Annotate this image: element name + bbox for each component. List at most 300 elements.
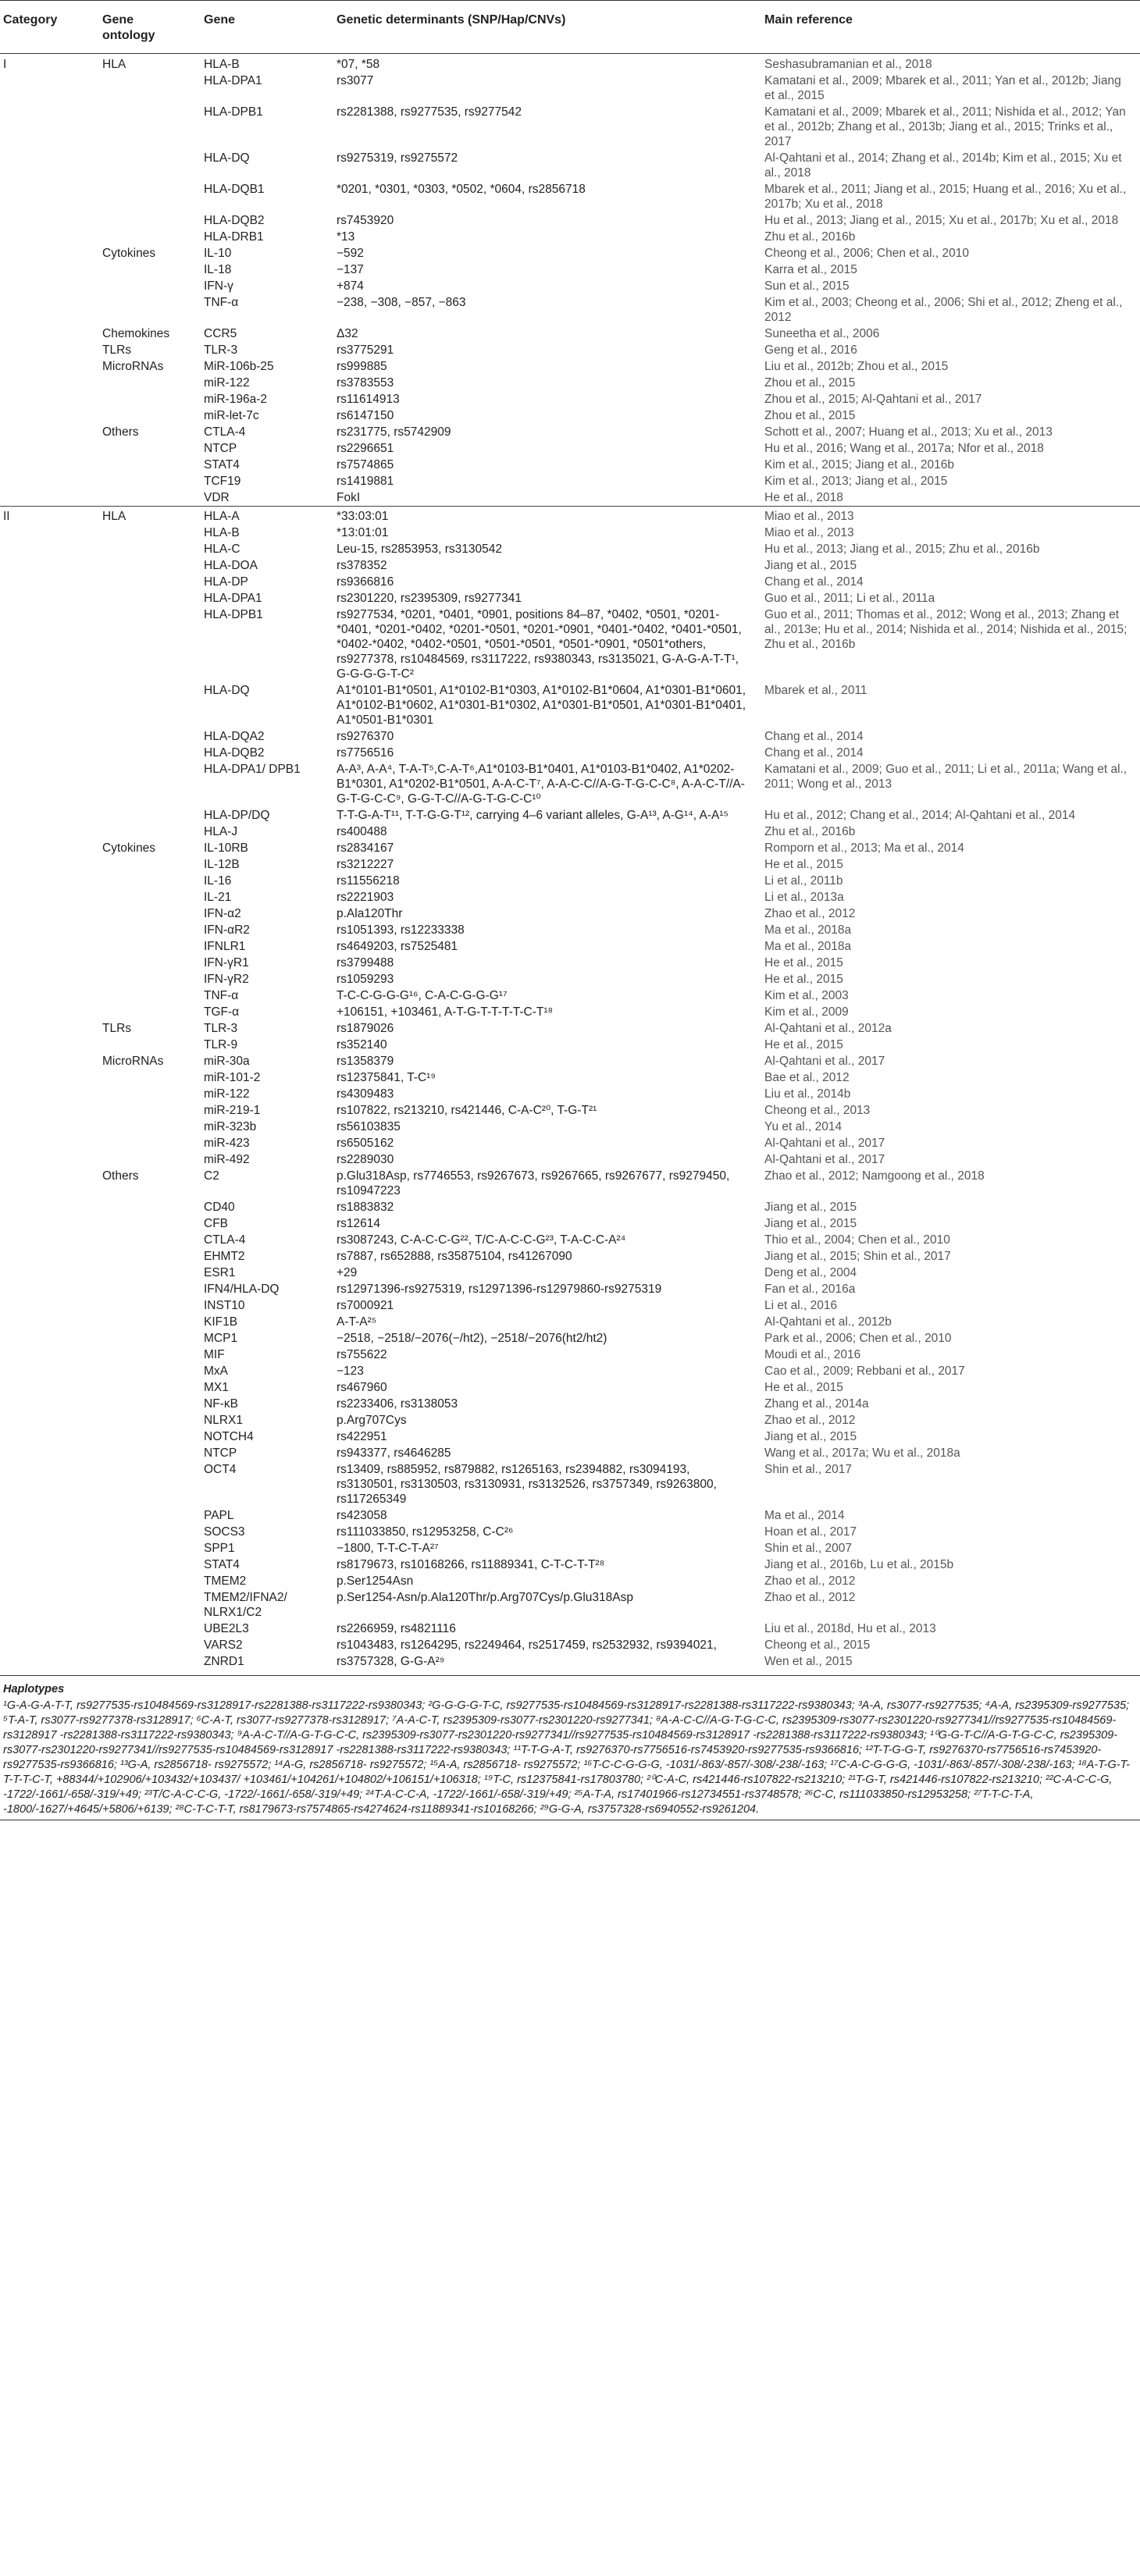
reference-cell: Zhou et al., 2015; Al-Qahtani et al., 2017 bbox=[764, 393, 982, 406]
reference-cell: Ma et al., 2018a bbox=[764, 940, 852, 953]
reference-cell: Hu et al., 2013; Jiang et al., 2015; Zhu et al., 2016b bbox=[764, 543, 1040, 556]
gene-ontology-cell bbox=[94, 938, 196, 955]
table-row bbox=[0, 922, 1140, 938]
category-cell bbox=[0, 245, 94, 262]
gene-cell: IFN-αR2 bbox=[204, 923, 250, 937]
table-row bbox=[0, 1507, 1140, 1524]
table-header-row bbox=[0, 1, 1140, 54]
reference-cell: Seshasubramanian et al., 2018 bbox=[764, 58, 932, 71]
category-cell bbox=[0, 375, 94, 391]
reference-cell: Fan et al., 2016a bbox=[764, 1283, 856, 1296]
determinants-cell: rs7756516 bbox=[337, 746, 394, 760]
gene-ontology-cell bbox=[94, 1297, 196, 1314]
determinants-cell: rs8179673, rs10168266, rs11889341, C-T-C-T-T²⁸ bbox=[337, 1558, 605, 1571]
gene-ontology-cell bbox=[94, 1507, 196, 1524]
category-cell bbox=[0, 1215, 94, 1232]
category-cell bbox=[0, 1086, 94, 1102]
table-row bbox=[0, 906, 1140, 922]
gene-ontology-cell bbox=[94, 1330, 196, 1347]
gene-ontology-cell: HLA bbox=[102, 58, 126, 71]
category-cell bbox=[0, 1445, 94, 1461]
reference-cell: Zhu et al., 2016b bbox=[764, 825, 856, 838]
gene-cell: NTCP bbox=[204, 442, 237, 455]
determinants-cell: T-C-C-G-G-G¹⁶, C-A-C-G-G-G¹⁷ bbox=[337, 989, 508, 1002]
gene-ontology-cell: TLRs bbox=[102, 343, 132, 357]
reference-cell: Cheong et al., 2013 bbox=[764, 1104, 871, 1117]
gene-ontology-cell bbox=[94, 682, 196, 728]
reference-cell: Mbarek et al., 2011; Jiang et al., 2015; Huang et al., 2016; Xu et al., 2017b; Xu et al., 2018 bbox=[764, 183, 1127, 211]
table-row bbox=[0, 1232, 1140, 1248]
table-row bbox=[0, 1248, 1140, 1265]
table-row bbox=[0, 889, 1140, 906]
gene-cell: HLA-B bbox=[204, 526, 240, 539]
category-cell bbox=[0, 987, 94, 1004]
determinants-cell: −2518, −2518/−2076(−/ht2), −2518/−2076(ht2/ht2) bbox=[337, 1332, 607, 1345]
determinants-cell: +29 bbox=[337, 1266, 358, 1279]
determinants-cell: rs9366816 bbox=[337, 575, 394, 589]
category-cell bbox=[0, 1037, 94, 1053]
reference-cell: Al-Qahtani et al., 2017 bbox=[764, 1153, 885, 1166]
reference-cell: Chang et al., 2014 bbox=[764, 575, 864, 589]
table-row bbox=[0, 1215, 1140, 1232]
gene-cell: IFN4/HLA-DQ bbox=[204, 1283, 280, 1296]
gene-ontology-cell bbox=[94, 1461, 196, 1507]
determinants-cell: p.Ser1254-Asn/p.Ala120Thr/p.Arg707Cys/p.Glu318Asp bbox=[337, 1591, 633, 1604]
reference-cell: Kim et al., 2015; Jiang et al., 2016b bbox=[764, 458, 954, 471]
reference-cell: Jiang et al., 2015; Shin et al., 2017 bbox=[764, 1250, 951, 1263]
category-cell bbox=[0, 212, 94, 229]
gene-cell: CTLA-4 bbox=[204, 1233, 246, 1247]
gene-ontology-cell bbox=[94, 922, 196, 938]
determinants-cell: *07, *58 bbox=[337, 58, 380, 71]
gene-cell: HLA-B bbox=[204, 58, 240, 71]
gene-ontology-cell bbox=[94, 1069, 196, 1086]
table-row bbox=[0, 507, 1140, 525]
determinants-cell: rs7887, rs652888, rs35875104, rs41267090 bbox=[337, 1250, 572, 1263]
gene-ontology-cell bbox=[94, 541, 196, 557]
gene-ontology-cell bbox=[94, 889, 196, 906]
category-cell bbox=[0, 181, 94, 212]
table-row bbox=[0, 1461, 1140, 1507]
gene-cell: TMEM2 bbox=[204, 1574, 247, 1588]
reference-cell: Li et al., 2016 bbox=[764, 1299, 838, 1312]
gene-cell: HLA-DPA1 bbox=[204, 74, 262, 87]
reference-cell: Chang et al., 2014 bbox=[764, 730, 864, 743]
gene-ontology-cell bbox=[94, 1589, 196, 1621]
reference-cell: Kim et al., 2003; Cheong et al., 2006; Shi et al., 2012; Zheng et al., 2012 bbox=[764, 296, 1123, 324]
determinants-cell: p.Arg707Cys bbox=[337, 1414, 407, 1427]
determinants-cell: rs467960 bbox=[337, 1381, 387, 1394]
gene-cell: HLA-DQB2 bbox=[204, 214, 265, 227]
category-cell bbox=[0, 424, 94, 440]
gene-cell: NOTCH4 bbox=[204, 1430, 254, 1443]
gene-cell: miR-let-7c bbox=[204, 409, 259, 422]
footnotes-text: ¹G-A-G-A-T-T, rs9277535-rs10484569-rs3128917-rs2281388-rs3117222-rs9380343; ²G-G-G-G-T-C, rs9277535-rs10484569-rs3128917-rs2281388-rs3117222-rs9380343; ³A-A, rs3077-rs9277535; ⁴A-A, rs2395309-rs9277535; ⁵T-A-T, rs3077-rs9277378-rs3128917; ⁶C-A-T, rs3077-rs9277378-rs3128917; ⁷A-A-C-T, rs2395309-rs3077-rs2301220-rs9277341; ⁸A-A-C-C//A-G-T-G-C-C, rs2395309-rs3077-rs2301220-rs9277341//rs9277535-rs10484569-rs3128917 -rs2281388-rs3117222-rs9380343; ⁹A-A-C-T//A-G-T-G-C-C, rs2395309-rs3077-rs2301220-rs9277341//rs9277535-rs10484569-rs3128917 -rs2281388-rs3117222-rs9380343; ¹⁰G-G-T-C//A-G-T-G-C-C, rs2395309-rs3077-rs2301220-rs9277341//rs9277535-rs10484569-rs3128917 -rs2281388-rs3117222-rs9380343; ¹¹T-T-G-A-T, rs9276370-rs7756516-rs7453920-rs9277535-rs9366816; ¹²T-T-G-G-T, rs9276370-rs7756516-rs7453920-rs9277535-rs9366816; ¹³G-A, rs2856718- rs9275572; ¹⁴A-G, rs2856718- rs9275572; ¹⁵A-A, rs2856718- rs9275572; ¹⁶T-C-C-G-G-G, -1031/-863/-857/-308/-238/-163; ¹⁷C-A-C-G-G-G, -1031/-863/-857/-308/-238/-163; ¹⁸A-T-G-T-T-T-T-C-T, +88344/+102906/+103432/+103437/ +103461/+104261/+104802/+106151/+106318; ¹⁹T-C, rs12375841-rs17803780; ²⁰C-A-C, rs421446-rs107822-rs213210; ²¹T-G-T, rs421446-rs107822-rs213210; ²²C-A-C-C-G, -1722/-1661/-658/-319/+49; ²³T/C-A-C-C-G, -1722/-1661/-658/-319/+49; ²⁴T-A-C-C-A, -1722/-1661/-658/-319/+49; ²⁵A-T-A, rs17401966-rs12734551-rs3748578; ²⁶C-C, rs111033850-rs12953258; ²⁷T-T-C-T-A, -1800/-1627/+4645/+5806/+6139; ²⁸C-T-C-T-T, rs8179673-rs7574865-rs4274624-rs11889341-rs10168266; ²⁹G-G-A, rs3757328-rs6940552-rs9261204. bbox=[3, 1699, 1130, 1816]
gene-ontology-cell bbox=[94, 955, 196, 971]
gene-cell: HLA-DQA2 bbox=[204, 730, 265, 743]
table-row bbox=[0, 473, 1140, 489]
category-cell bbox=[0, 104, 94, 150]
gene-cell: HLA-DP bbox=[204, 575, 248, 589]
gene-cell: CD40 bbox=[204, 1201, 235, 1214]
determinants-cell: rs999885 bbox=[337, 360, 387, 373]
gene-ontology-cell bbox=[94, 1232, 196, 1248]
table-row bbox=[0, 1314, 1140, 1330]
gene-ontology-cell bbox=[94, 525, 196, 541]
table-row bbox=[0, 1102, 1140, 1119]
table-row bbox=[0, 590, 1140, 607]
gene-cell: IFN-γ bbox=[204, 279, 233, 293]
determinants-cell: rs3783553 bbox=[337, 376, 394, 390]
reference-cell: Shin et al., 2007 bbox=[764, 1542, 853, 1555]
table-row bbox=[0, 1119, 1140, 1135]
gene-ontology-cell bbox=[94, 1429, 196, 1445]
reference-cell: Al-Qahtani et al., 2014; Zhang et al., 2014b; Kim et al., 2015; Xu et al., 2018 bbox=[764, 151, 1122, 180]
determinants-cell: rs2296651 bbox=[337, 442, 394, 455]
reference-cell: Karra et al., 2015 bbox=[764, 263, 857, 276]
gene-ontology-cell bbox=[94, 278, 196, 294]
gene-cell: IL-16 bbox=[204, 874, 232, 888]
reference-cell: Shin et al., 2017 bbox=[764, 1463, 853, 1476]
table-row bbox=[0, 541, 1140, 557]
gene-cell: miR-30a bbox=[204, 1055, 250, 1068]
gene-cell: IFN-γR1 bbox=[204, 956, 249, 970]
gene-ontology-cell: Others bbox=[102, 1169, 139, 1183]
determinants-cell: −137 bbox=[337, 263, 364, 276]
determinants-cell: rs9277534, *0201, *0401, *0901, positions 84–87, *0402, *0501, *0201-*0401, *0201-*0402, *0201-*0501, *0201-*0901, *0401-*0402, *0401-*0501, *0402-*0402, *0402-*0501, *0501-*0501, *0501-*0901, *0501*others, rs9277378, rs10484569, rs3117222, rs9380343, rs3135021, G-A-G-A-T-T¹, G-G-G-G-T-C² bbox=[337, 608, 742, 681]
table-row bbox=[0, 745, 1140, 761]
determinants-cell: FokI bbox=[337, 491, 361, 504]
determinants-cell: rs1879026 bbox=[337, 1022, 394, 1035]
reference-cell: Jiang et al., 2015 bbox=[764, 1430, 857, 1443]
table-row bbox=[0, 682, 1140, 728]
gene-cell: HLA-DQ bbox=[204, 684, 250, 697]
gene-cell: C2 bbox=[204, 1169, 219, 1183]
table-row bbox=[0, 1412, 1140, 1429]
determinants-cell: T-T-G-A-T¹¹, T-T-G-G-T¹², carrying 4–6 variant alleles, G-A¹³, A-G¹⁴, A-A¹⁵ bbox=[337, 809, 729, 822]
determinants-cell: rs107822, rs213210, rs421446, C-A-C²⁰, T-G-T²¹ bbox=[337, 1104, 597, 1117]
determinants-cell: p.Glu318Asp, rs7746553, rs9267673, rs9267665, rs9267677, rs9279450, rs10947223 bbox=[337, 1169, 730, 1197]
reference-cell: Jiang et al., 2015 bbox=[764, 559, 857, 572]
reference-cell: Zhang et al., 2014a bbox=[764, 1397, 869, 1411]
gene-cell: TLR-3 bbox=[204, 343, 238, 357]
determinants-cell: rs1059293 bbox=[337, 973, 394, 986]
category-cell bbox=[0, 1461, 94, 1507]
category-cell bbox=[0, 1330, 94, 1347]
table-row bbox=[0, 278, 1140, 294]
gene-ontology-cell bbox=[94, 73, 196, 104]
gene-ontology-cell bbox=[94, 262, 196, 278]
gene-cell: EHMT2 bbox=[204, 1250, 245, 1263]
category-cell bbox=[0, 557, 94, 574]
gene-cell: SOCS3 bbox=[204, 1525, 245, 1539]
table-row bbox=[0, 440, 1140, 457]
reference-cell: Zhao et al., 2012 bbox=[764, 1414, 856, 1427]
gene-ontology-cell bbox=[94, 1445, 196, 1461]
reference-cell: Miao et al., 2013 bbox=[764, 526, 854, 539]
reference-cell: He et al., 2015 bbox=[764, 956, 843, 970]
gene-ontology-cell bbox=[94, 1265, 196, 1281]
gene-cell: SPP1 bbox=[204, 1542, 235, 1555]
determinants-cell: rs422951 bbox=[337, 1430, 387, 1443]
gene-cell: HLA-DOA bbox=[204, 559, 258, 572]
table-row bbox=[0, 489, 1140, 507]
table-row bbox=[0, 424, 1140, 440]
table-row bbox=[0, 358, 1140, 375]
category-cell bbox=[0, 1053, 94, 1069]
determinants-cell: rs9275319, rs9275572 bbox=[337, 151, 458, 165]
gene-ontology-cell bbox=[94, 181, 196, 212]
reference-cell: Wen et al., 2015 bbox=[764, 1655, 853, 1668]
gene-ontology-cell bbox=[94, 1135, 196, 1151]
category-cell bbox=[0, 1507, 94, 1524]
gene-cell: MX1 bbox=[204, 1381, 229, 1394]
determinants-cell: rs2834167 bbox=[337, 841, 394, 855]
table-row bbox=[0, 807, 1140, 824]
gene-cell: IL-21 bbox=[204, 891, 232, 904]
reference-cell: Ma et al., 2014 bbox=[764, 1509, 845, 1522]
table-row bbox=[0, 181, 1140, 212]
category-cell bbox=[0, 358, 94, 375]
reference-cell: Al-Qahtani et al., 2012a bbox=[764, 1022, 892, 1035]
reference-cell: Kim et al., 2013; Jiang et al., 2015 bbox=[764, 475, 948, 488]
gene-cell: MIF bbox=[204, 1348, 225, 1361]
gene-cell: TCF19 bbox=[204, 475, 241, 488]
gene-ontology-cell: Others bbox=[102, 425, 139, 439]
table-row bbox=[0, 955, 1140, 971]
gene-ontology-cell bbox=[94, 1086, 196, 1102]
category-cell bbox=[0, 1281, 94, 1297]
reference-cell: Liu et al., 2018d, Hu et al., 2013 bbox=[764, 1622, 936, 1635]
determinants-cell: rs7000921 bbox=[337, 1299, 394, 1312]
gene-cell: TNF-α bbox=[204, 989, 239, 1002]
table-row bbox=[0, 1429, 1140, 1445]
category-cell bbox=[0, 1379, 94, 1396]
table-row bbox=[0, 54, 1140, 73]
determinants-cell: rs1419881 bbox=[337, 475, 394, 488]
gene-ontology-cell bbox=[94, 1215, 196, 1232]
category-cell bbox=[0, 391, 94, 407]
category-cell bbox=[0, 473, 94, 489]
reference-cell: Cheong et al., 2015 bbox=[764, 1638, 871, 1652]
gene-cell: STAT4 bbox=[204, 458, 240, 471]
category-cell bbox=[0, 1396, 94, 1412]
reference-cell: Zhao et al., 2012; Namgoong et al., 2018 bbox=[764, 1169, 985, 1183]
gene-cell: STAT4 bbox=[204, 1558, 240, 1571]
table-row bbox=[0, 1524, 1140, 1540]
gene-ontology-cell bbox=[94, 1396, 196, 1412]
table-row bbox=[0, 607, 1140, 682]
gene-ontology-cell bbox=[94, 607, 196, 682]
category-cell bbox=[0, 294, 94, 326]
gene-ontology-cell bbox=[94, 1151, 196, 1168]
gene-cell: IL-12B bbox=[204, 858, 240, 871]
table-row bbox=[0, 1396, 1140, 1412]
gene-ontology-cell bbox=[94, 1540, 196, 1557]
reference-cell: Miao et al., 2013 bbox=[757, 507, 1140, 525]
category-cell bbox=[0, 682, 94, 728]
table-row bbox=[0, 1379, 1140, 1396]
table-row bbox=[0, 873, 1140, 889]
table-row bbox=[0, 457, 1140, 473]
gene-ontology-cell bbox=[94, 1199, 196, 1215]
determinants-cell: −238, −308, −857, −863 bbox=[337, 296, 466, 309]
table-row bbox=[0, 840, 1140, 856]
table-row bbox=[0, 824, 1140, 840]
determinants-cell: rs231775, rs5742909 bbox=[337, 425, 451, 439]
determinants-cell: +106151, +103461, A-T-G-T-T-T-T-C-T¹⁸ bbox=[337, 1005, 554, 1019]
determinants-cell: rs1358379 bbox=[337, 1055, 394, 1068]
determinants-cell: rs2289030 bbox=[337, 1153, 394, 1166]
gene-cell: IL-10RB bbox=[204, 841, 248, 855]
gene-cell: miR-196a-2 bbox=[204, 393, 267, 406]
determinants-cell: *0201, *0301, *0303, *0502, *0604, rs2856718 bbox=[337, 183, 586, 196]
gene-ontology-cell bbox=[94, 1573, 196, 1589]
determinants-cell: rs400488 bbox=[337, 825, 387, 838]
determinants-cell: rs2301220, rs2395309, rs9277341 bbox=[337, 592, 522, 605]
determinants-cell: rs3757328, G-G-A²⁹ bbox=[337, 1655, 445, 1668]
header-genetic-determinants: Genetic determinants (SNP/Hap/CNVs) bbox=[329, 1, 757, 54]
category-cell bbox=[0, 1314, 94, 1330]
reference-cell: Cheong et al., 2006; Chen et al., 2010 bbox=[764, 247, 969, 260]
reference-cell: Jiang et al., 2016b, Lu et al., 2015b bbox=[764, 1558, 954, 1571]
table-row bbox=[0, 1347, 1140, 1363]
reference-cell: Sun et al., 2015 bbox=[764, 279, 850, 293]
category-cell bbox=[0, 1412, 94, 1429]
category-cell: II bbox=[0, 507, 94, 525]
reference-cell: Wang et al., 2017a; Wu et al., 2018a bbox=[764, 1446, 960, 1460]
determinants-cell: −1800, T-T-C-T-A²⁷ bbox=[337, 1542, 439, 1555]
gene-ontology-cell bbox=[94, 1119, 196, 1135]
category-cell bbox=[0, 1589, 94, 1621]
gene-ontology-cell bbox=[94, 1102, 196, 1119]
determinants-cell: +874 bbox=[337, 279, 364, 293]
category-cell bbox=[0, 440, 94, 457]
reference-cell: Kamatani et al., 2009; Mbarek et al., 2011; Nishida et al., 2012; Yan et al., 2012b; Zhang et al., 2013b; Jiang et al., 2015; Trinks et al., 2017 bbox=[764, 105, 1126, 148]
gene-ontology-cell bbox=[94, 1037, 196, 1053]
category-cell bbox=[0, 73, 94, 104]
category-cell bbox=[0, 1004, 94, 1020]
gene-ontology-cell bbox=[94, 728, 196, 745]
reference-cell: Park et al., 2006; Chen et al., 2010 bbox=[764, 1332, 952, 1345]
reference-cell: Thio et al., 2004; Chen et al., 2010 bbox=[764, 1233, 950, 1247]
gene-ontology-cell bbox=[94, 1412, 196, 1429]
reference-cell: Li et al., 2011b bbox=[764, 874, 843, 888]
table-row bbox=[0, 375, 1140, 391]
reference-cell: Mbarek et al., 2011 bbox=[764, 684, 867, 697]
table-row bbox=[0, 1589, 1140, 1621]
gene-cell: miR-423 bbox=[204, 1137, 250, 1150]
gene-cell: IFN-γR2 bbox=[204, 973, 249, 986]
gene-cell: HLA-A bbox=[196, 507, 329, 525]
gene-cell: miR-219-1 bbox=[204, 1104, 261, 1117]
table-row bbox=[0, 150, 1140, 181]
category-cell bbox=[0, 1573, 94, 1589]
table-row bbox=[0, 1199, 1140, 1215]
category-cell bbox=[0, 590, 94, 607]
gene-cell: TNF-α bbox=[204, 296, 239, 309]
determinants-cell: rs12375841, T-C¹⁹ bbox=[337, 1071, 436, 1084]
gene-ontology-cell bbox=[94, 1363, 196, 1379]
gene-cell: TLR-9 bbox=[204, 1038, 238, 1051]
gene-cell: VDR bbox=[204, 491, 230, 504]
header-main-reference: Main reference bbox=[757, 1, 1140, 54]
gene-ontology-cell bbox=[94, 150, 196, 181]
table-row bbox=[0, 245, 1140, 262]
table-row bbox=[0, 342, 1140, 358]
category-cell bbox=[0, 1297, 94, 1314]
category-cell bbox=[0, 489, 94, 507]
determinants-cell: p.Ala120Thr bbox=[337, 907, 403, 920]
determinants-cell: rs4649203, rs7525481 bbox=[337, 940, 458, 953]
determinants-cell: −123 bbox=[337, 1364, 364, 1378]
category-cell: I bbox=[3, 58, 7, 71]
gene-cell: HLA-DQB2 bbox=[204, 746, 265, 760]
table-row bbox=[0, 1069, 1140, 1086]
determinants-cell: rs2281388, rs9277535, rs9277542 bbox=[337, 105, 522, 119]
table-row bbox=[0, 1086, 1140, 1102]
reference-cell: Ma et al., 2018a bbox=[764, 923, 852, 937]
gene-ontology-cell: HLA bbox=[94, 507, 196, 525]
gene-cell: HLA-DRB1 bbox=[204, 230, 264, 244]
reference-cell: Yu et al., 2014 bbox=[764, 1120, 843, 1133]
category-cell bbox=[0, 1248, 94, 1265]
category-cell bbox=[0, 1637, 94, 1653]
determinants-cell: rs943377, rs4646285 bbox=[337, 1446, 451, 1460]
table-row bbox=[0, 1053, 1140, 1069]
determinants-cell: rs1051393, rs12233338 bbox=[337, 923, 465, 937]
determinants-cell: rs3212227 bbox=[337, 858, 394, 871]
category-cell bbox=[0, 1265, 94, 1281]
category-cell bbox=[0, 229, 94, 245]
reference-cell: Al-Qahtani et al., 2017 bbox=[764, 1137, 885, 1150]
determinants-cell: A-T-A²⁵ bbox=[337, 1315, 377, 1329]
table-row bbox=[0, 856, 1140, 873]
determinants-cell: rs11556218 bbox=[337, 874, 400, 888]
gene-ontology-cell bbox=[94, 407, 196, 424]
category-cell bbox=[0, 889, 94, 906]
category-cell bbox=[0, 807, 94, 824]
determinants-cell: rs12971396-rs9275319, rs12971396-rs12979860-rs9275319 bbox=[337, 1283, 662, 1296]
determinants-cell: rs4309483 bbox=[337, 1087, 394, 1101]
gene-cell: CFB bbox=[204, 1217, 228, 1230]
gene-ontology-cell: MicroRNAs bbox=[102, 360, 164, 373]
table-row bbox=[0, 1540, 1140, 1557]
determinants-cell: rs56103835 bbox=[337, 1120, 401, 1133]
table-row bbox=[0, 1573, 1140, 1589]
reference-cell: Al-Qahtani et al., 2012b bbox=[764, 1315, 892, 1329]
table-row bbox=[0, 1151, 1140, 1168]
determinants-cell: rs423058 bbox=[337, 1509, 387, 1522]
determinants-cell: p.Ser1254Asn bbox=[337, 1574, 414, 1588]
gene-ontology-cell bbox=[94, 824, 196, 840]
category-cell bbox=[0, 824, 94, 840]
determinants-cell: rs13409, rs885952, rs879882, rs1265163, rs2394882, rs3094193, rs3130501, rs3130503, rs3130931, rs3132526, rs3757349, rs9263800, rs117265349 bbox=[337, 1463, 717, 1506]
gene-cell: TGF-α bbox=[204, 1005, 240, 1019]
category-cell bbox=[0, 525, 94, 541]
category-cell bbox=[0, 1429, 94, 1445]
category-cell bbox=[0, 150, 94, 181]
gene-cell: miR-323b bbox=[204, 1120, 257, 1133]
reference-cell: Kamatani et al., 2009; Mbarek et al., 2011; Yan et al., 2012b; Jiang et al., 2015 bbox=[764, 74, 1121, 102]
gene-cell: TLR-3 bbox=[204, 1022, 238, 1035]
gene-cell: OCT4 bbox=[204, 1463, 237, 1476]
table-body bbox=[0, 54, 1140, 1676]
gene-ontology-cell bbox=[94, 1004, 196, 1020]
gene-cell: PAPL bbox=[204, 1509, 234, 1522]
gene-ontology-cell bbox=[94, 574, 196, 590]
table-row bbox=[0, 1265, 1140, 1281]
